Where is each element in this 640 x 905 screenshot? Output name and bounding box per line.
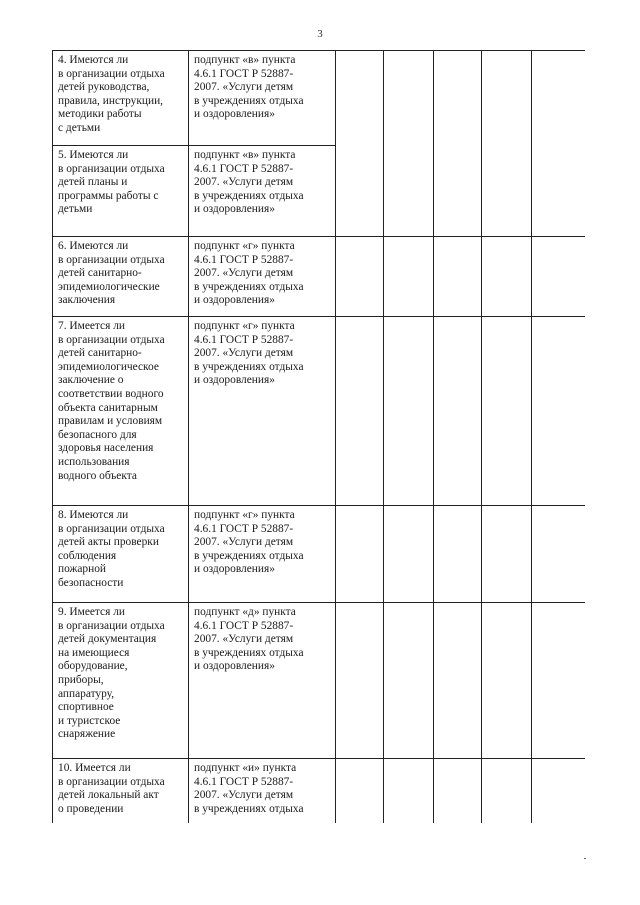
answer-cell[interactable] <box>434 759 482 824</box>
answer-cell[interactable] <box>336 603 384 759</box>
requirement-question: 9. Имеется ли в организации отдыха детей документация на имеющиеся оборудование, приборы, аппаратуру, спортивное и туристское снаряжение <box>53 603 189 759</box>
requirement-question: 4. Имеются ли в организации отдыха детей руководства, правила, инструкции, методики работы с детьми <box>53 51 189 146</box>
requirement-question: 5. Имеются ли в организации отдыха детей планы и программы работы с детьми <box>53 146 189 237</box>
requirement-reference: подпункт «и» пункта 4.6.1 ГОСТ Р 52887- 2007. «Услуги детям в учреждениях отдыха <box>189 759 336 824</box>
requirement-reference: подпункт «г» пункта 4.6.1 ГОСТ Р 52887- 2007. «Услуги детям в учреждениях отдыха и оздоровления» <box>189 237 336 317</box>
answer-cell[interactable] <box>336 759 384 824</box>
answer-cell[interactable] <box>434 506 482 603</box>
requirement-question: 8. Имеются ли в организации отдыха детей акты проверки соблюдения пожарной безопасности <box>53 506 189 603</box>
answer-cell[interactable] <box>336 317 384 506</box>
answer-cell[interactable] <box>434 317 482 506</box>
answer-cell[interactable] <box>482 317 532 506</box>
requirement-reference: подпункт «в» пункта 4.6.1 ГОСТ Р 52887- 2007. «Услуги детям в учреждениях отдыха и оздоровления» <box>189 146 336 237</box>
table-row <box>53 51 586 146</box>
scan-speck <box>584 858 586 859</box>
answer-cell[interactable] <box>336 506 384 603</box>
answer-cell[interactable] <box>434 237 482 317</box>
answer-cell[interactable] <box>384 759 434 824</box>
answer-cell[interactable] <box>482 237 532 317</box>
answer-cell[interactable] <box>482 603 532 759</box>
answer-cell[interactable] <box>384 237 434 317</box>
checklist-sheet <box>52 50 585 823</box>
table-row <box>53 506 586 603</box>
answer-cell[interactable] <box>336 237 384 317</box>
table-row <box>53 317 586 506</box>
answer-cell[interactable] <box>384 506 434 603</box>
table-row <box>53 237 586 317</box>
answer-cell[interactable] <box>336 51 384 237</box>
requirement-reference: подпункт «г» пункта 4.6.1 ГОСТ Р 52887- 2007. «Услуги детям в учреждениях отдыха и оздоровления» <box>189 506 336 603</box>
table-row <box>53 759 586 824</box>
answer-cell[interactable] <box>384 51 434 237</box>
answer-cell[interactable] <box>532 317 586 506</box>
answer-cell[interactable] <box>482 759 532 824</box>
requirement-question: 6. Имеются ли в организации отдыха детей санитарно- эпидемиологические заключения <box>53 237 189 317</box>
answer-cell[interactable] <box>384 317 434 506</box>
answer-cell[interactable] <box>384 603 434 759</box>
answer-cell[interactable] <box>532 51 586 237</box>
checklist-table <box>52 50 585 823</box>
requirement-reference: подпункт «д» пункта 4.6.1 ГОСТ Р 52887- 2007. «Услуги детям в учреждениях отдыха и оздоровления» <box>189 603 336 759</box>
answer-cell[interactable] <box>532 603 586 759</box>
answer-cell[interactable] <box>532 237 586 317</box>
requirement-question: 7. Имеется ли в организации отдыха детей санитарно- эпидемиологическое заключение о соответствии водного объекта санитарным правилам и условиям безопасного для здоровья населения использования водного объекта <box>53 317 189 506</box>
answer-cell[interactable] <box>482 51 532 237</box>
page-number: 3 <box>317 28 323 40</box>
answer-cell[interactable] <box>532 759 586 824</box>
answer-cell[interactable] <box>434 603 482 759</box>
requirement-question: 10. Имеется ли в организации отдыха детей локальный акт о проведении <box>53 759 189 824</box>
answer-cell[interactable] <box>482 506 532 603</box>
answer-cell[interactable] <box>532 506 586 603</box>
answer-cell[interactable] <box>434 51 482 237</box>
requirement-reference: подпункт «г» пункта 4.6.1 ГОСТ Р 52887- 2007. «Услуги детям в учреждениях отдыха и оздоровления» <box>189 317 336 506</box>
table-row <box>53 603 586 759</box>
requirement-reference: подпункт «в» пункта 4.6.1 ГОСТ Р 52887- 2007. «Услуги детям в учреждениях отдыха и оздоровления» <box>189 51 336 146</box>
